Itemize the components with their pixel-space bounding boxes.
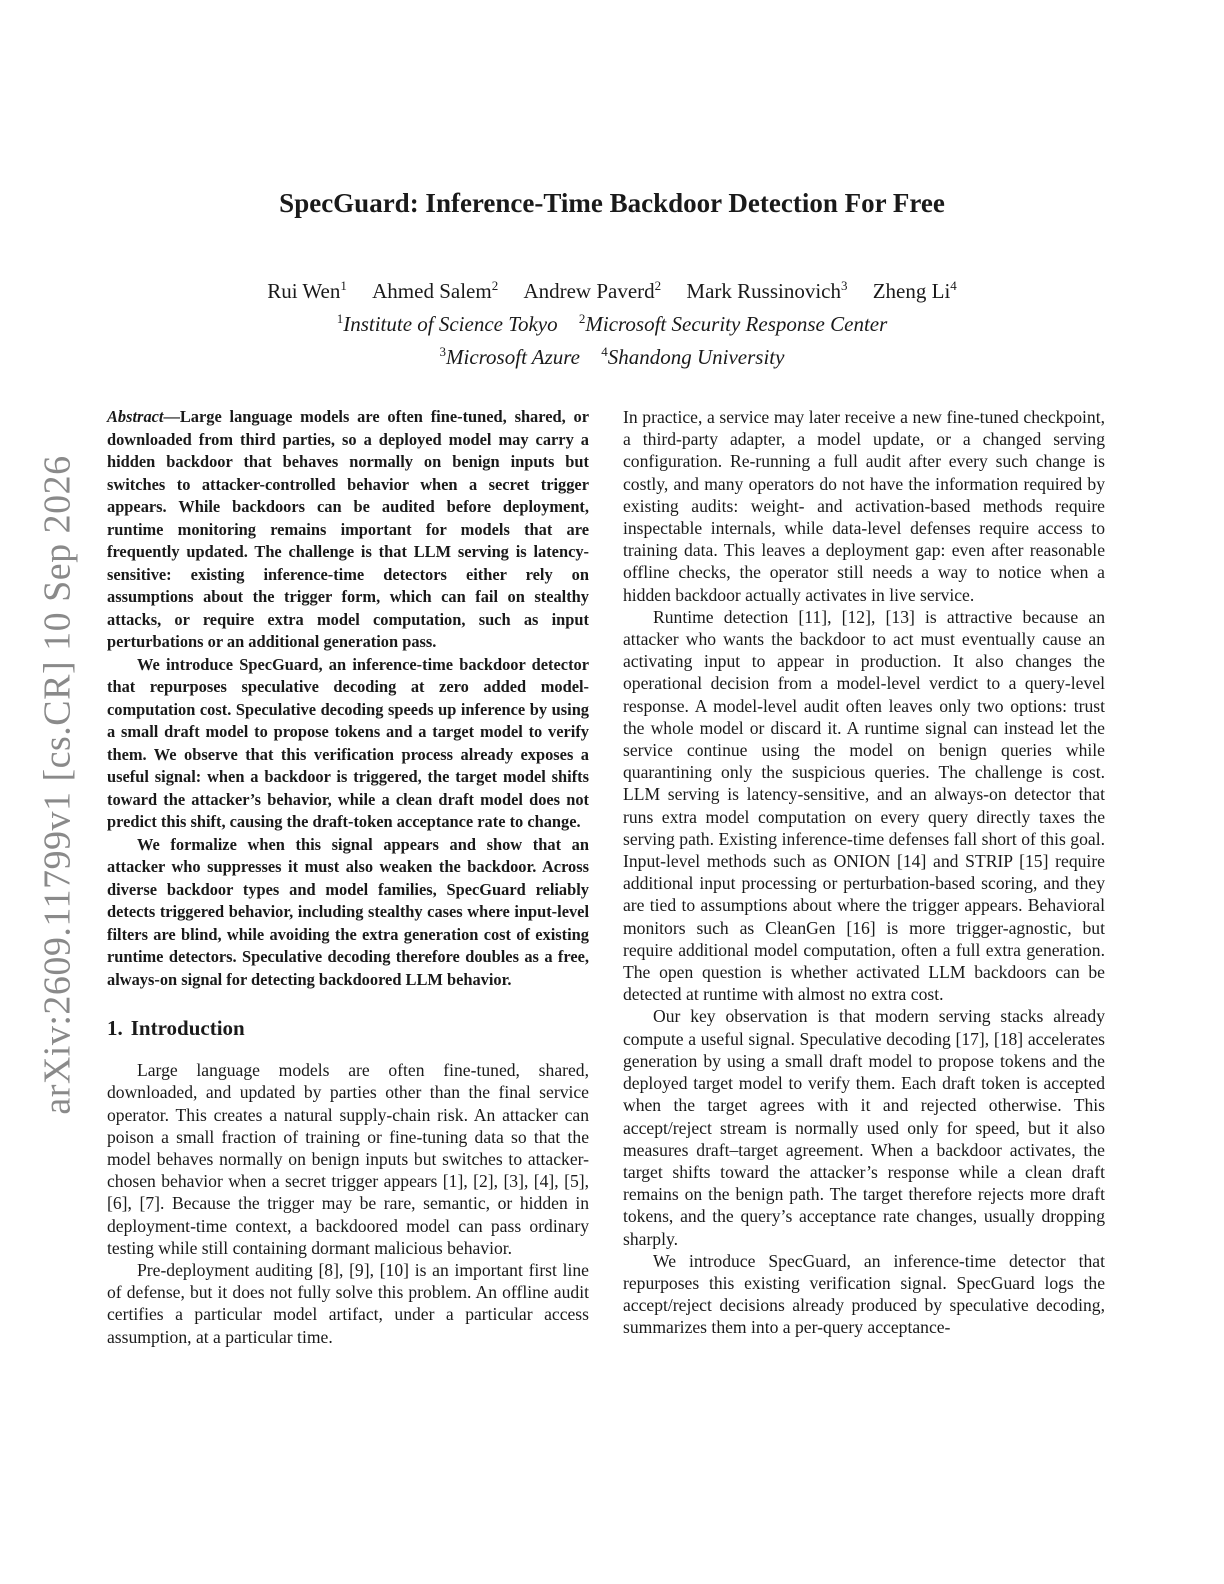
author: Zheng Li$^4$ (872, 278, 957, 303)
affiliation: $^2$Microsoft Security Response Center (578, 311, 888, 336)
paper-title: SpecGuard: Inference-Time Backdoor Detection For Free (279, 188, 945, 218)
author: Mark Russinovich$^3$ (686, 278, 848, 303)
body-paragraph: Large language models are often fine-tuned, shared, downloaded, and updated by parties other than the final service operator. This creates a natural supply-chain risk. An attacker can poison a small fraction of training or fine-tuning data so that the model behaves normally on benign inputs but switches to attacker-chosen behavior when a secret trigger appears [1], [2], [3], [4], [5], [6], [7]. Because the trigger may be rare, semantic, or hidden in deployment-time context, a backdoored model can pass ordinary testing while still containing dormant malicious behavior. (107, 1060, 589, 1258)
affiliation: $^4$Shandong University (601, 344, 785, 369)
arxiv-identifier-text: arXiv:2609.11799v1 [cs.CR] 10 Sep 2026 (37, 455, 80, 1115)
body-paragraph: Our key observation is that modern serving stacks already compute a useful signal. Speculative decoding [17], [18] accelerates generation by using a small draft model to propose tokens and the deployed target model to verify them. Each draft token is accepted when the target agrees with it and rejected otherwise. This accept/reject stream is normally used only for speed, but it also measures draft–target agreement. When a backdoor activates, the target shifts toward the attacker’s response while a clean draft remains on the benign path. The target therefore rejects more draft tokens, and the query’s acceptance rate changes, usually dropping sharply. (623, 1006, 1105, 1249)
right-column (623, 406, 1105, 1339)
abstract (107, 406, 589, 991)
affiliation-line-2 (0, 338, 1224, 371)
body-paragraph: In practice, a service may later receive a new fine-tuned checkpoint, a third-party adapter, a model update, or a changed serving configuration. Re-running a full audit after every such change is costly, and many operators do not have the information required by existing audits: weight- and activation-based methods require inspectable internals, while data-level defenses require access to training data. This leaves a deployment gap: even after reasonable offline checks, the operator still needs a way to notice when a hidden backdoor actually activates in live service. (623, 407, 1105, 605)
author: Rui Wen$^1$ (267, 278, 347, 303)
abstract-paragraph: We formalize when this signal appears and show that an attacker who suppresses it must also weaken the backdoor. Across diverse backdoor types and model families, SpecGuard reliably detects triggered behavior, including stealthy cases where input-level filters are blind, while avoiding the extra generation cost of existing runtime detectors. Speculative decoding therefore doubles as a free, always-on signal for detecting backdoored LLM behavior. (107, 834, 589, 989)
body-paragraph: We introduce SpecGuard, an inference-time detector that repurposes this existing verification signal. SpecGuard logs the accept/reject decisions already produced by speculative decoding, summarizes them into a per-query acceptance- (623, 1250, 1105, 1338)
abstract-label: Abstract (107, 407, 164, 426)
abstract-paragraph: We introduce SpecGuard, an inference-time backdoor detector that repurposes speculative decoding at zero added model-computation cost. Speculative decoding speeds up inference by using a small draft model to propose tokens and a target model to verify them. We observe that this verification process already exposes a useful signal: when a backdoor is triggered, the target model shifts toward the attacker’s behavior, while a clean draft model does not predict this shift, causing the draft-token acceptance rate to change. (107, 654, 589, 831)
affiliation: $^3$Microsoft Azure (439, 344, 580, 369)
body-paragraph: Runtime detection [11], [12], [13] is attractive because an attacker who wants the backdoor to act must eventually cause an activating input to appear in production. It also changes the operational decision from a model-level verdict to a query-level response. A model-level audit often leaves only two options: trust the whole model or discard it. A runtime signal can instead let the service continue using the model on benign queries while quarantining only the suspicious queries. The challenge is cost. LLM serving is latency-sensitive, and an always-on detector that runs extra model computation on every query directly taxes the serving path. Existing inference-time defenses fall short of this goal. Input-level methods such as ONION [14] and STRIP [15] require additional input processing or perturbation-based scoring, and they are tied to assumptions about where the trigger appears. Behavioral monitors such as CleanGen [16] is more trigger-agnostic, but require additional model computation, often a full extra generation. The open question is whether activated LLM backdoors can be detected at runtime with almost no extra cost. (623, 606, 1105, 1005)
left-column (107, 406, 589, 1348)
section-heading-introduction: 1. Introduction (107, 1016, 245, 1040)
arxiv-identifier (28, 440, 88, 1130)
author-list (0, 272, 1224, 305)
affiliation-line-1 (0, 305, 1224, 338)
author: Andrew Paverd$^2$ (523, 278, 662, 303)
author-block (0, 272, 1224, 371)
affiliation: $^1$Institute of Science Tokyo (336, 311, 558, 336)
abstract-paragraph: Abstract—Large language models are often fine-tuned, shared, or downloaded from third parties, so a deployed model may carry a hidden backdoor that behaves normally on benign inputs but switches to attacker-controlled behavior when a secret trigger appears. While backdoors can be audited before deployment, runtime monitoring remains important for models that are frequently updated. The challenge is that LLM serving is latency-sensitive: existing inference-time detectors either rely on assumptions about the trigger form, which can fail on stealthy attacks, or require extra model computation, such as input perturbations or an additional generation pass. (107, 407, 589, 651)
body-paragraph: Pre-deployment auditing [8], [9], [10] is an important first line of defense, but it does not fully solve this problem. An offline audit certifies a particular model artifact, under a particular access assumption, at a particular time. (107, 1260, 589, 1347)
author: Ahmed Salem$^2$ (372, 278, 499, 303)
